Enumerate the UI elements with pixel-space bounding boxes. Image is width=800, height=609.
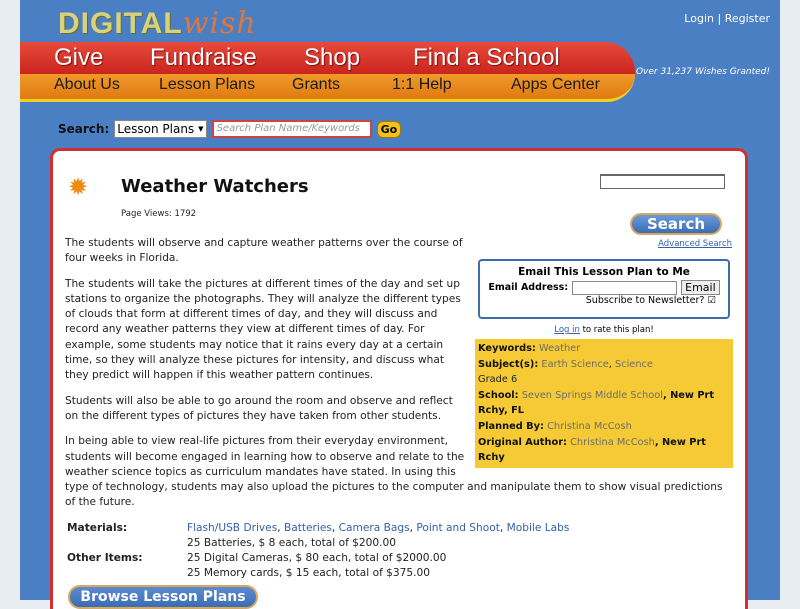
search-input[interactable]: Search Plan Name/Keywords <box>212 120 372 138</box>
nav-fundraise[interactable]: Fundraise <box>150 44 257 71</box>
logo-text: DIGITAL <box>58 7 183 40</box>
other-item: 25 Batteries, $ 8 each, total of $200.00 <box>187 536 396 549</box>
search-type-select[interactable] <box>114 120 206 138</box>
search-label: Search: <box>58 122 110 136</box>
secondary-nav <box>20 74 635 102</box>
subject-link[interactable]: Science <box>614 358 653 370</box>
materials-label: Materials: <box>67 521 128 534</box>
paragraph: The students will take the pictures at different times of the day and set up stations to organize the photographs. They will analyze the different types of clouds that form at different times of day, and they will discuss and record any weather patterns they view at different times of day. For example, some students may notice that it rains every day at a certain time, so they will analyze these pictures for intensity, and discuss what they predict will happen if this weather pattern continues. <box>65 277 461 382</box>
nav-grants[interactable]: Grants <box>292 76 341 93</box>
sidebar-search-input[interactable] <box>600 174 725 189</box>
material-link[interactable]: Flash/USB Drives <box>187 521 278 534</box>
email-button[interactable]: Email <box>681 280 720 295</box>
paragraph: The students will observe and capture weather patterns over the course of four weeks in Florida. <box>65 237 463 265</box>
keyword-link[interactable]: Weather <box>538 343 581 354</box>
other-items-label: Other Items: <box>67 551 143 564</box>
paragraph: Students will also be able to go around the room and observe and reflect on the different types of pictures they have taken from other students. <box>65 394 453 422</box>
subject-link[interactable]: Earth Science <box>541 358 609 370</box>
subjects-label: Subject(s): <box>478 358 539 370</box>
login-link[interactable]: Login <box>684 12 714 25</box>
page-views: Page Views: 1792 <box>121 209 197 219</box>
rate-prompt <box>475 325 733 335</box>
nav-give[interactable]: Give <box>54 44 104 71</box>
site-search <box>58 120 401 138</box>
paragraph-text: In being able to view real-life pictures from their everyday environment, students will become engaged in learning how to observe and relate to the weather science topics as curriculum mandates have stated. In using this type of technology, students may also upload the pictures to the computer and manipulate them to show visual predictions of the future. <box>65 435 723 509</box>
account-links <box>684 12 770 25</box>
material-link[interactable]: Camera Bags <box>338 521 410 534</box>
page-title: Weather Watchers <box>121 176 309 197</box>
email-label: Email Address: <box>488 282 569 293</box>
newsletter-checkbox[interactable]: ☑ <box>707 295 716 306</box>
sidebar <box>475 171 737 473</box>
keywords-label: Keywords: <box>478 343 536 354</box>
sun-icon: ✹ <box>68 173 89 201</box>
primary-nav <box>20 42 635 76</box>
material-link[interactable]: Point and Shoot <box>416 521 500 534</box>
planned-by-link[interactable]: Christina McCosh <box>547 420 632 432</box>
digitalwish-logo[interactable] <box>58 6 257 41</box>
email-plan-box <box>478 259 730 319</box>
other-item: 25 Digital Cameras, $ 80 each, total of $2000.00 <box>187 551 447 564</box>
separator: | <box>717 12 722 25</box>
other-item: 25 Memory cards, $ 15 each, total of $375.00 <box>187 566 430 579</box>
lesson-panel <box>50 148 748 609</box>
advanced-search-link[interactable]: Advanced Search <box>658 239 732 249</box>
material-link[interactable]: Batteries <box>283 521 332 534</box>
browse-lesson-plans-button[interactable]: Browse Lesson Plans <box>68 585 258 609</box>
wishes-count: Over 31,237 Wishes Granted! <box>635 67 770 77</box>
author-label: Original Author: <box>478 436 567 448</box>
login-to-rate-link[interactable]: Log in <box>554 325 580 335</box>
materials-section <box>65 521 733 581</box>
lesson-details: Keywords: Weather Subject(s): Earth Science, Science Grade 6 School: Seven Springs Middle School, New Prt Rchy, FL Planned By: Christina McCosh Original Author: Christina McCosh, New Prt Rchy <box>475 339 733 468</box>
email-field[interactable] <box>572 281 677 295</box>
nav-shop[interactable]: Shop <box>304 44 361 71</box>
go-button[interactable]: Go <box>377 121 402 138</box>
nav-find-a-school[interactable]: Find a School <box>413 44 560 71</box>
rate-text: to rate this plan! <box>579 325 654 335</box>
author-location: , New Prt Rchy <box>478 436 706 464</box>
materials-list: Flash/USB Drives, Batteries, Camera Bags, Point and Shoot, Mobile Labs <box>187 521 570 534</box>
nav-lesson-plans[interactable]: Lesson Plans <box>159 76 256 93</box>
search-type-value: Lesson Plans <box>117 122 195 136</box>
nav-about-us[interactable]: About Us <box>54 76 120 93</box>
search-button[interactable]: Search <box>630 213 722 235</box>
dropdown-arrow-icon: ▼ <box>198 125 204 133</box>
school-label: School: <box>478 389 519 401</box>
grade: Grade 6 <box>478 374 518 386</box>
other-items-list <box>187 536 446 581</box>
page <box>20 0 780 605</box>
email-box-title: Email This Lesson Plan to Me <box>518 266 690 278</box>
logo-text-wish: wish <box>182 6 257 41</box>
nav-apps-center[interactable]: Apps Center <box>511 76 600 93</box>
register-link[interactable]: Register <box>724 12 770 25</box>
material-link[interactable]: Mobile Labs <box>506 521 570 534</box>
school-location: , New Prt Rchy, FL <box>478 389 715 417</box>
newsletter-label: Subscribe to Newsletter? <box>585 295 705 306</box>
author-link[interactable]: Christina McCosh <box>570 436 655 448</box>
nav-help[interactable]: 1:1 Help <box>392 76 452 93</box>
school-link[interactable]: Seven Springs Middle School <box>521 389 663 401</box>
planned-by-label: Planned By: <box>478 420 544 432</box>
